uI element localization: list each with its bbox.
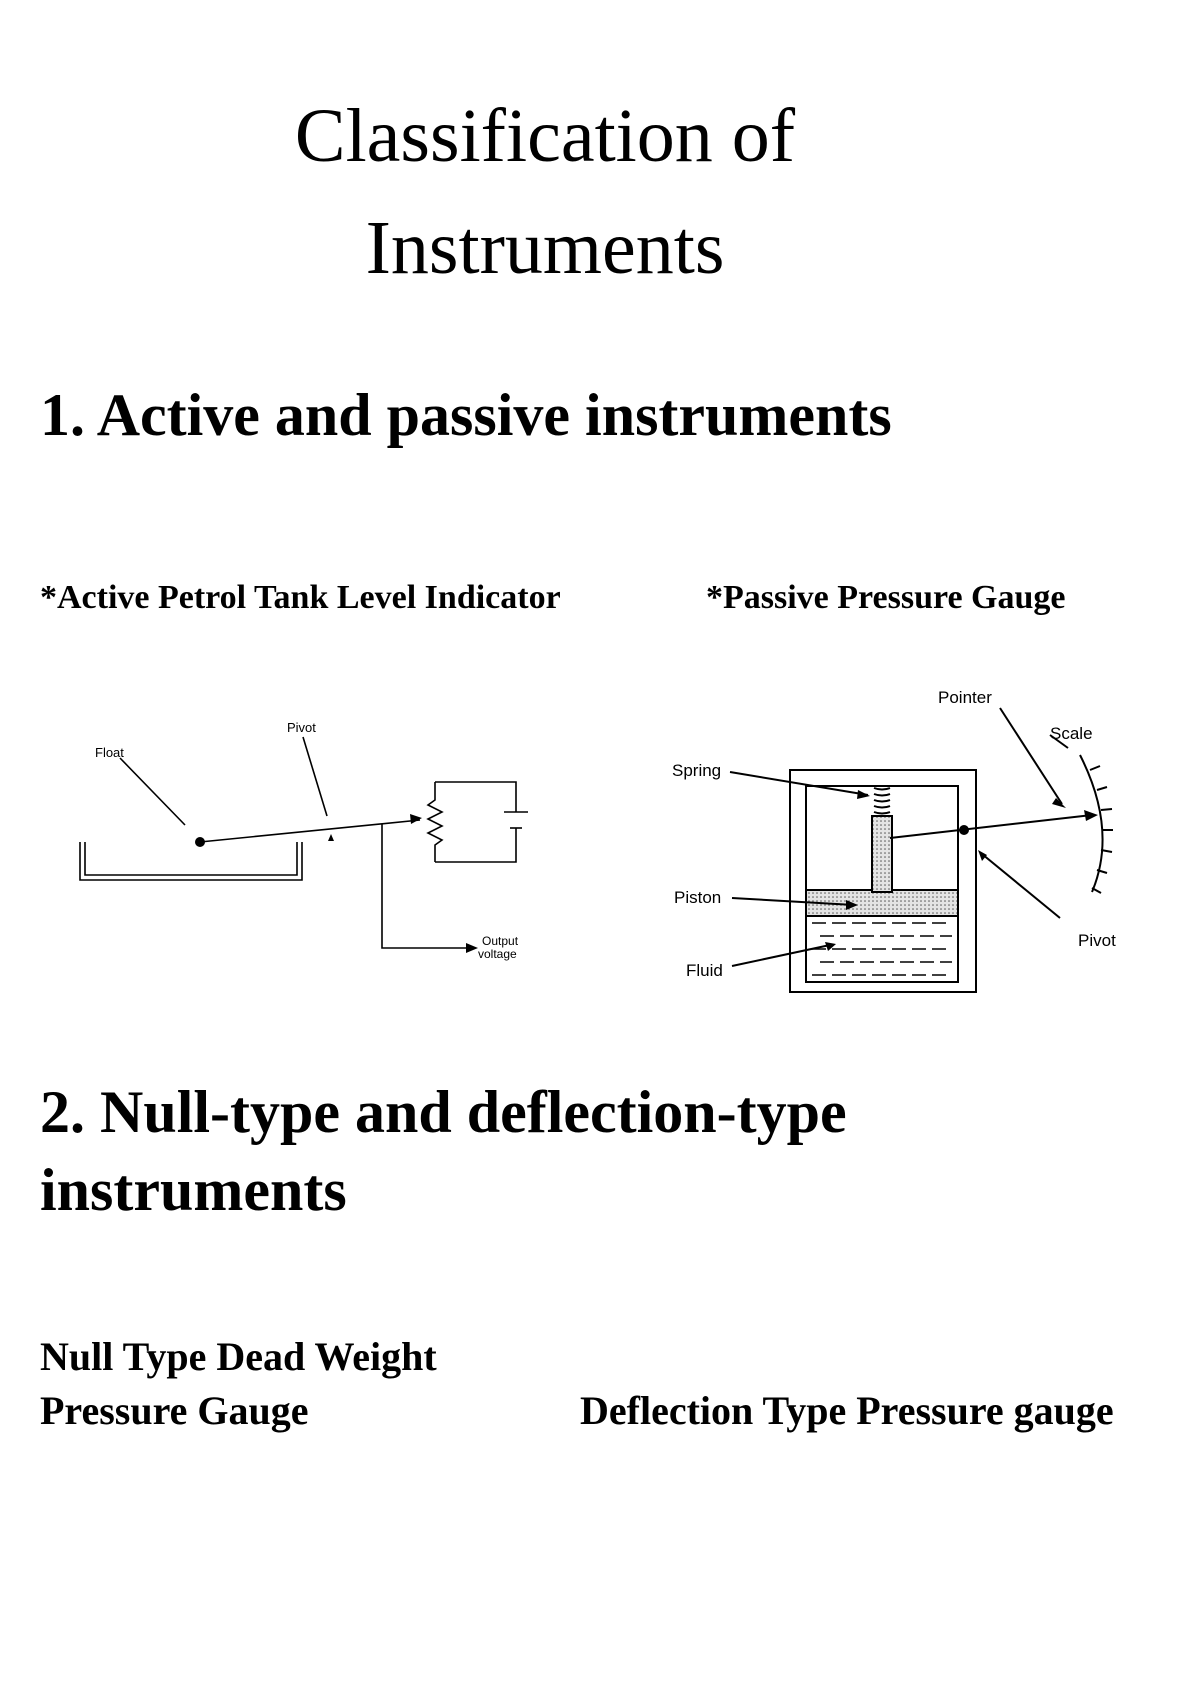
spring-leader [730, 772, 868, 795]
pressure-gauge-diagram [660, 680, 1140, 1000]
page-title-line-2: Instruments [365, 206, 725, 290]
deflection-type-caption: Deflection Type Pressure gauge [580, 1388, 1114, 1433]
float-leader [120, 758, 185, 825]
label-spring: Spring [672, 761, 722, 780]
label-fluid: Fluid [686, 961, 723, 980]
output-line [382, 824, 470, 948]
label-scale: Scale [1050, 724, 1093, 743]
section-2-heading-line-2: instruments [40, 1157, 347, 1223]
circuit-top [435, 782, 516, 812]
float-arm [200, 820, 420, 842]
circuit-bottom [435, 828, 516, 862]
resistor [428, 782, 442, 862]
label-pointer: Pointer [938, 688, 992, 707]
pivot-point [959, 825, 969, 835]
pointer [890, 815, 1092, 838]
section-2-heading-line-1: 2. Null-type and deflection-type [40, 1079, 847, 1145]
label-pivot: Pivot [1078, 931, 1116, 950]
active-caption: *Active Petrol Tank Level Indicator [40, 579, 561, 616]
page-title-line-1: Classification of [294, 94, 796, 178]
null-type-caption-line-2: Pressure Gauge [40, 1388, 309, 1433]
label-output: Output [482, 934, 519, 948]
spring [874, 788, 890, 814]
label-float: Float [95, 745, 124, 760]
label-piston: Piston [674, 888, 722, 907]
label-pivot: Pivot [287, 720, 316, 735]
fluid [812, 923, 952, 975]
petrol-tank-diagram [60, 700, 550, 980]
pivot-leader [303, 737, 327, 816]
section-1-heading: 1. Active and passive instruments [40, 382, 892, 448]
pointer-leader [1000, 708, 1062, 804]
float [195, 837, 205, 847]
label-voltage: voltage [478, 947, 517, 961]
pivot-leader [982, 854, 1060, 918]
null-type-caption-line-1: Null Type Dead Weight [40, 1334, 437, 1379]
piston-rod [872, 816, 892, 892]
fluid-leader [732, 945, 830, 966]
passive-caption: *Passive Pressure Gauge [706, 579, 1066, 616]
